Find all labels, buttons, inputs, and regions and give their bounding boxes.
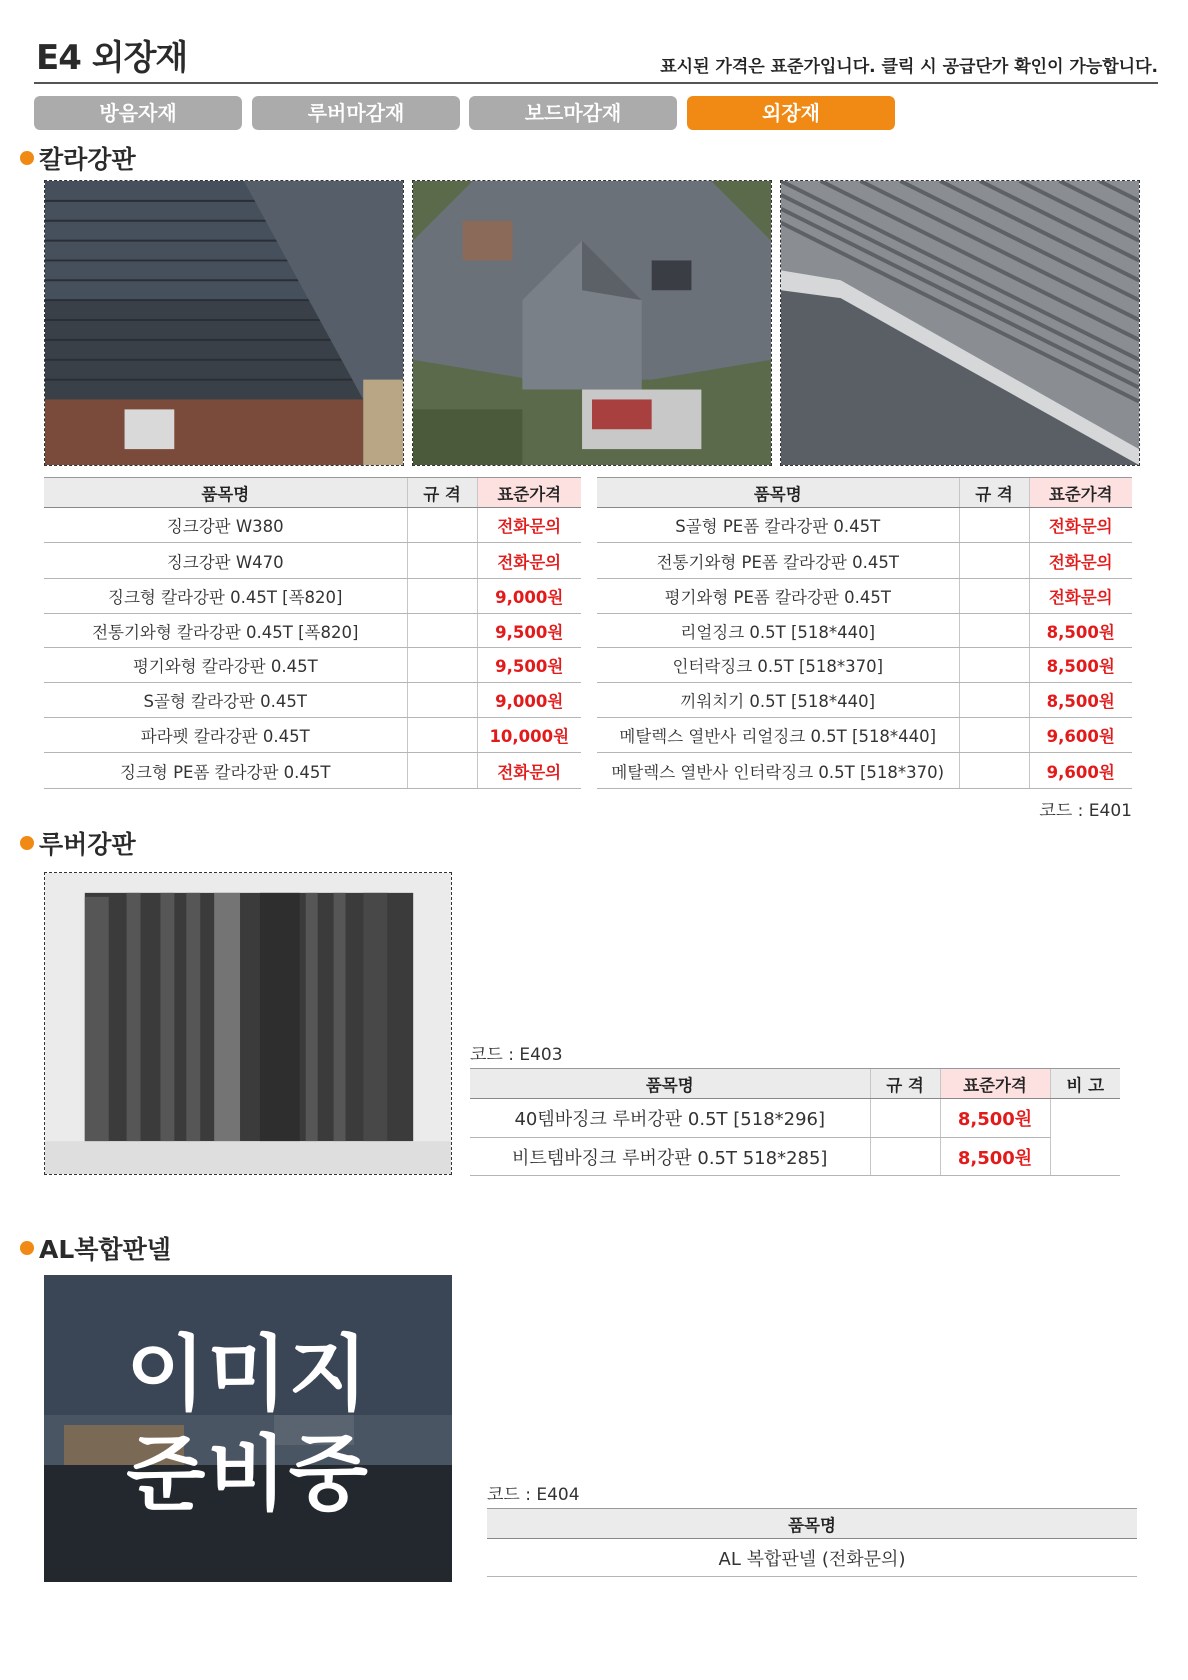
item-price[interactable]: 9,500원 — [477, 614, 581, 648]
product-code: 코드 : E403 — [470, 1045, 563, 1065]
header-price: 표준가격 — [1029, 478, 1132, 508]
item-spec — [959, 508, 1029, 543]
section-title-color-steel — [20, 140, 136, 176]
item-spec — [870, 1138, 940, 1176]
item-spec — [959, 648, 1029, 683]
item-name: 평기와형 칼라강판 0.45T — [44, 648, 407, 683]
product-code: 코드 : E401 — [1039, 801, 1132, 821]
item-price[interactable]: 8,500원 — [1029, 614, 1132, 648]
item-spec — [407, 753, 477, 789]
table-row[interactable] — [597, 648, 1132, 683]
page-title: E4 외장재 — [36, 38, 188, 78]
item-name: 인터락징크 0.5T [518*370] — [597, 648, 959, 683]
table-row[interactable] — [44, 648, 581, 683]
color-steel-table-left — [44, 477, 581, 789]
header-spec: 규 격 — [870, 1069, 940, 1099]
item-name: 징크강판 W380 — [44, 508, 407, 543]
section-label: 루버강판 — [39, 830, 136, 859]
item-price[interactable]: 전화문의 — [477, 508, 581, 543]
table-row[interactable] — [44, 579, 581, 614]
tab-board-finish[interactable]: 보드마감재 — [469, 96, 677, 130]
photo-aerial-roof — [412, 180, 772, 466]
item-price[interactable]: 8,500원 — [940, 1099, 1050, 1138]
header-spec: 규 격 — [407, 478, 477, 508]
section-title-al-panel — [20, 1230, 171, 1266]
image-preparing-text-2: 준비중 — [126, 1427, 370, 1522]
section-title-louver-steel — [20, 825, 136, 861]
item-name: 평기와형 PE폼 칼라강판 0.45T — [597, 579, 959, 614]
item-spec — [959, 579, 1029, 614]
item-price[interactable]: 9,000원 — [477, 579, 581, 614]
item-price[interactable]: 9,600원 — [1029, 718, 1132, 753]
table-row[interactable] — [597, 753, 1132, 789]
table-row[interactable] — [597, 543, 1132, 579]
tab-soundproof[interactable]: 방음자재 — [34, 96, 242, 130]
item-spec — [959, 683, 1029, 718]
item-price[interactable]: 전화문의 — [1029, 508, 1132, 543]
item-name: S골형 PE폼 칼라강판 0.45T — [597, 508, 959, 543]
item-spec — [407, 508, 477, 543]
table-row[interactable] — [597, 614, 1132, 648]
table-row[interactable] — [44, 508, 581, 543]
item-price[interactable]: 8,500원 — [1029, 683, 1132, 718]
table-row[interactable] — [597, 683, 1132, 718]
image-preparing-text-1: 이미지 — [126, 1327, 370, 1422]
header-note: 비 고 — [1050, 1069, 1120, 1099]
header-price: 표준가격 — [940, 1069, 1050, 1099]
item-spec — [407, 648, 477, 683]
photo-tiled-roof — [44, 180, 404, 466]
item-price[interactable]: 10,000원 — [477, 718, 581, 753]
tab-exterior[interactable]: 외장재 — [687, 96, 895, 130]
item-name: 전통기와형 PE폼 칼라강판 0.45T — [597, 543, 959, 579]
header-name: 품목명 — [487, 1509, 1137, 1539]
item-name: 징크강판 W470 — [44, 543, 407, 579]
louver-steel-table — [470, 1068, 1120, 1176]
item-name: 40템바징크 루버강판 0.5T [518*296] — [470, 1099, 870, 1138]
title-divider — [34, 82, 1158, 84]
item-price[interactable]: 전화문의 — [477, 543, 581, 579]
item-price[interactable]: 9,000원 — [477, 683, 581, 718]
item-spec — [407, 683, 477, 718]
photo-louver-panel — [44, 872, 452, 1175]
table-row[interactable] — [470, 1138, 1120, 1176]
bullet-icon — [20, 151, 34, 165]
header-name: 품목명 — [470, 1069, 870, 1099]
item-spec — [959, 543, 1029, 579]
photo-image-preparing — [44, 1275, 452, 1582]
item-name: 메탈렉스 열반사 리얼징크 0.5T [518*440] — [597, 718, 959, 753]
table-row[interactable] — [44, 614, 581, 648]
item-name: 비트템바징크 루버강판 0.5T 518*285] — [470, 1138, 870, 1176]
header-name: 품목명 — [597, 478, 959, 508]
header-spec: 규 격 — [959, 478, 1029, 508]
item-spec — [407, 614, 477, 648]
item-note — [1050, 1099, 1120, 1176]
item-spec — [407, 579, 477, 614]
table-row[interactable] — [470, 1099, 1120, 1138]
item-name: 리얼징크 0.5T [518*440] — [597, 614, 959, 648]
photo-corrugated-roof — [780, 180, 1140, 466]
item-name: 파라펫 칼라강판 0.45T — [44, 718, 407, 753]
tab-louver-finish[interactable]: 루버마감재 — [252, 96, 460, 130]
table-row[interactable] — [44, 543, 581, 579]
item-name: AL 복합판넬 (전화문의) — [487, 1539, 1137, 1577]
item-name: 끼워치기 0.5T [518*440] — [597, 683, 959, 718]
table-row[interactable] — [597, 718, 1132, 753]
item-spec — [407, 543, 477, 579]
section-label: 칼라강판 — [39, 145, 136, 174]
bullet-icon — [20, 1241, 34, 1255]
item-spec — [870, 1099, 940, 1138]
header-name: 품목명 — [44, 478, 407, 508]
item-price[interactable]: 8,500원 — [940, 1138, 1050, 1176]
table-row[interactable] — [597, 579, 1132, 614]
color-steel-table-right — [597, 477, 1132, 789]
table-row[interactable] — [44, 683, 581, 718]
section-label: AL복합판넬 — [39, 1235, 171, 1264]
table-row[interactable] — [597, 508, 1132, 543]
item-price[interactable]: 9,600원 — [1029, 753, 1132, 789]
item-name: 징크형 칼라강판 0.45T [폭820] — [44, 579, 407, 614]
product-code: 코드 : E404 — [487, 1485, 580, 1505]
item-price[interactable]: 8,500원 — [1029, 648, 1132, 683]
table-row[interactable] — [487, 1539, 1137, 1577]
item-spec — [407, 718, 477, 753]
bullet-icon — [20, 836, 34, 850]
item-price[interactable]: 전화문의 — [1029, 579, 1132, 614]
item-price[interactable]: 전화문의 — [477, 753, 581, 789]
item-name: 메탈렉스 열반사 인터락징크 0.5T [518*370) — [597, 753, 959, 789]
item-price[interactable]: 전화문의 — [1029, 543, 1132, 579]
table-row[interactable] — [44, 718, 581, 753]
item-spec — [959, 753, 1029, 789]
table-row[interactable] — [44, 753, 581, 789]
item-name: S골형 칼라강판 0.45T — [44, 683, 407, 718]
price-notice: 표시된 가격은 표준가입니다. 클릭 시 공급단가 확인이 가능합니다. — [660, 57, 1158, 77]
header-price: 표준가격 — [477, 478, 581, 508]
item-name: 징크형 PE폼 칼라강판 0.45T — [44, 753, 407, 789]
item-name: 전통기와형 칼라강판 0.45T [폭820] — [44, 614, 407, 648]
item-spec — [959, 614, 1029, 648]
item-spec — [959, 718, 1029, 753]
al-panel-table — [487, 1508, 1137, 1577]
item-price[interactable]: 9,500원 — [477, 648, 581, 683]
